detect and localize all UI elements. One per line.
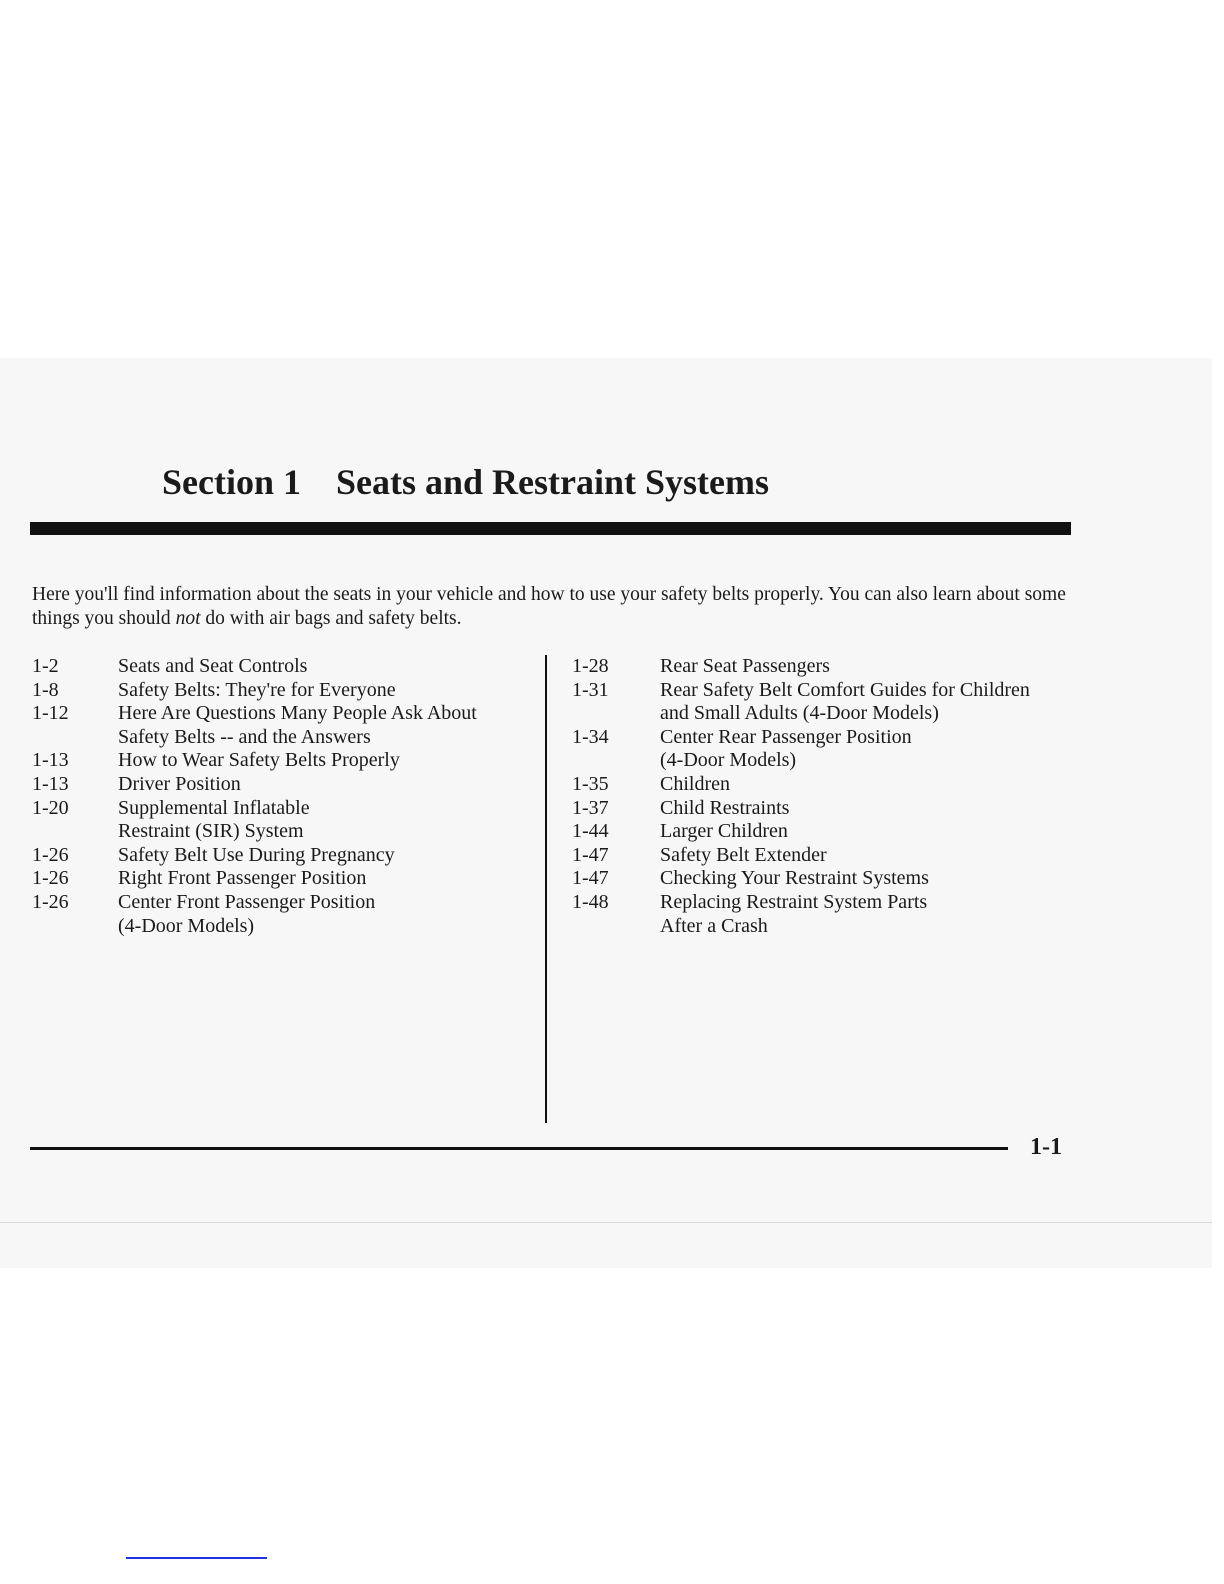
toc-entry[interactable] (32, 867, 542, 891)
toc-entry-title: Safety Belts -- and the Answers (118, 725, 371, 748)
toc-entry-title: Supplemental Inflatable (118, 796, 310, 819)
toc-page-number: 1-12 (32, 702, 69, 725)
intro-paragraph (32, 583, 1072, 631)
toc-page-number: 1-47 (572, 843, 609, 866)
toc-entry[interactable] (572, 726, 1072, 750)
toc-right-column (572, 655, 1072, 938)
toc-entry[interactable] (32, 915, 542, 939)
toc-entry-title: Seats and Seat Controls (118, 655, 308, 677)
toc-entry[interactable] (572, 749, 1072, 773)
toc-entry-title: Center Rear Passenger Position (660, 725, 912, 748)
toc-page-number: 1-47 (572, 867, 609, 890)
toc-page-number: 1-2 (32, 655, 59, 677)
toc-entry[interactable] (32, 844, 542, 868)
toc-entry[interactable] (572, 915, 1072, 939)
toc-entry-title: Here Are Questions Many People Ask About (118, 702, 477, 725)
intro-text-start: Here you'll find information about the seats in your vehicle and how to use your safety belts properly. You can also learn about some things you should (32, 584, 1066, 629)
toc-page-number (32, 726, 118, 750)
toc-entry[interactable] (32, 891, 542, 915)
toc-page-number: 1-8 (32, 678, 59, 701)
column-divider (545, 655, 547, 1123)
sheet-edge-line (0, 1222, 1212, 1223)
toc-entry[interactable] (32, 773, 542, 797)
toc-entry[interactable] (572, 844, 1072, 868)
toc-entry[interactable] (572, 655, 1072, 679)
heading-rule (30, 522, 1071, 535)
toc-entry-title: After a Crash (660, 914, 768, 937)
toc-page-number: 1-13 (32, 749, 69, 772)
toc-entry[interactable] (32, 679, 542, 703)
link-underline[interactable] (126, 1557, 267, 1559)
toc-entry-title: Safety Belt Extender (660, 843, 827, 866)
toc-page-number: 1-28 (572, 655, 609, 677)
toc-page-number (32, 915, 118, 939)
toc-page-number: 1-48 (572, 890, 609, 913)
toc-entry[interactable] (32, 797, 542, 821)
toc-page-number (572, 702, 660, 726)
section-number: Section 1 (162, 462, 301, 502)
toc-entry[interactable] (32, 702, 542, 726)
toc-page-number: 1-20 (32, 796, 69, 819)
toc-entry[interactable] (572, 702, 1072, 726)
toc-entry[interactable] (572, 797, 1072, 821)
toc-entry-title: Replacing Restraint System Parts (660, 890, 928, 913)
toc-entry-title: Driver Position (118, 772, 241, 795)
toc-page-number: 1-35 (572, 772, 609, 795)
toc-page-number: 1-37 (572, 796, 609, 819)
toc-entry-title: Rear Safety Belt Comfort Guides for Children (660, 678, 1030, 701)
toc-entry[interactable] (572, 773, 1072, 797)
toc-page-number: 1-34 (572, 725, 609, 748)
toc-left-column (32, 655, 542, 938)
toc-entry-title: Larger Children (660, 820, 788, 843)
toc-entry-title: Safety Belts: They're for Everyone (118, 678, 396, 701)
toc-page-number (32, 820, 118, 844)
toc-entry-title: and Small Adults (4-Door Models) (660, 702, 939, 725)
toc-entry-title: (4-Door Models) (118, 914, 255, 937)
toc-page-number: 1-26 (32, 867, 69, 890)
toc-entry-title: Rear Seat Passengers (660, 655, 830, 677)
toc-entry[interactable] (32, 655, 542, 679)
toc-entry-title: Center Front Passenger Position (118, 890, 376, 913)
toc-entry-title: Child Restraints (660, 796, 790, 819)
footer-rule (30, 1147, 1008, 1150)
toc-entry[interactable] (32, 726, 542, 750)
toc-page-number: 1-44 (572, 820, 609, 843)
toc-entry-title: Right Front Passenger Position (118, 867, 367, 890)
toc-entry-title: Restraint (SIR) System (118, 820, 304, 843)
toc-page-number: 1-13 (32, 772, 69, 795)
toc-entry-title: Checking Your Restraint Systems (660, 867, 929, 890)
toc-entry[interactable] (32, 749, 542, 773)
toc-entry[interactable] (572, 820, 1072, 844)
toc-page-number: 1-26 (32, 890, 69, 913)
toc-entry-title: (4-Door Models) (660, 749, 797, 772)
toc-entry[interactable] (572, 679, 1072, 703)
toc-entry-title: Safety Belt Use During Pregnancy (118, 843, 395, 866)
toc-page-number: 1-26 (32, 843, 69, 866)
intro-emphasis: not (175, 608, 201, 629)
intro-text-end: do with air bags and safety belts. (200, 608, 462, 629)
toc-entry[interactable] (572, 891, 1072, 915)
toc-entry-title: How to Wear Safety Belts Properly (118, 749, 400, 772)
section-title: Seats and Restraint Systems (336, 462, 770, 502)
toc-entry[interactable] (32, 820, 542, 844)
section-heading (162, 460, 769, 504)
page-number: 1-1 (1030, 1134, 1062, 1160)
toc-entry-title: Children (660, 772, 730, 795)
toc-page-number (572, 915, 660, 939)
toc-page-number (572, 749, 660, 773)
toc-entry[interactable] (572, 867, 1072, 891)
toc-page-number: 1-31 (572, 678, 609, 701)
